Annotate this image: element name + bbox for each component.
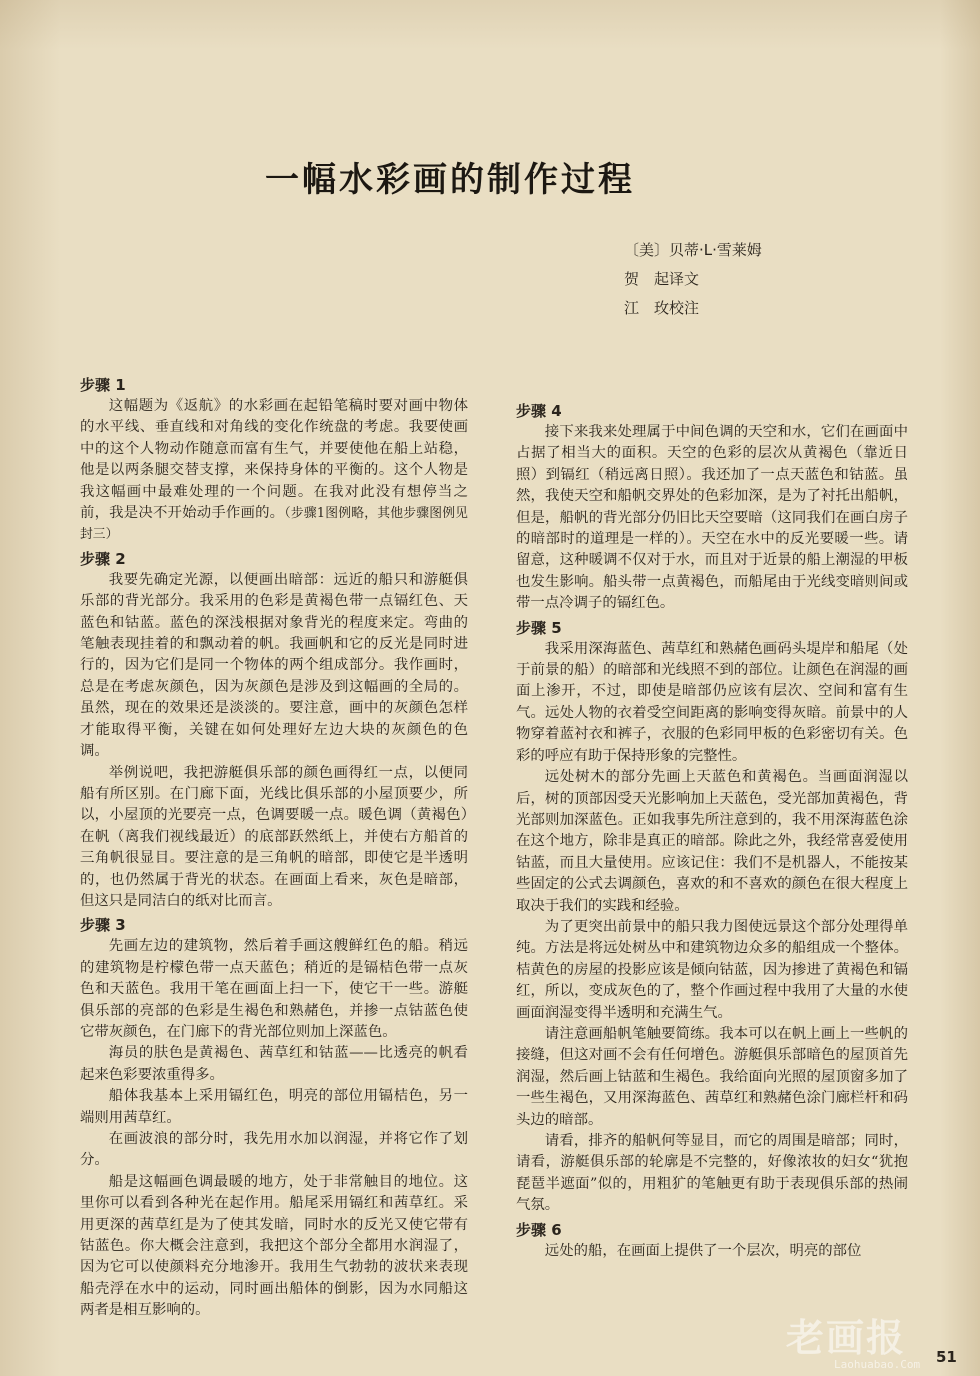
left-column (80, 372, 468, 1322)
step-4-heading: 步骤 4 (516, 402, 562, 420)
byline (624, 236, 762, 323)
watermark-url: Laohuabao.Com (834, 1358, 921, 1371)
step-2-heading: 步骤 2 (80, 549, 126, 568)
step-2-paragraph-1: 我要先确定光源，以便画出暗部：远近的船只和游艇俱乐部的背光部分。我采用的色彩是黄褐色带一点镉红色、天蓝色和钴蓝。蓝色的深浅根据对象背光的程度来定。弯曲的笔触表现挂着的和飘动着的帆。我画帆和它的反光是同时进行的，因为它们是同一个物体的两个组成部分。我作画时，总是在考虑灰颜色，因为灰颜色是涉及到这幅画的全局的。虽然，现在的效果还是淡淡的。要注意，画中的灰颜色怎样才能取得平衡，关键在如何处理好左边大块的灰颜色的色调。 (80, 571, 468, 760)
step-3-paragraph-3: 船体我基本上采用镉红色，明亮的部位用镉桔色，另一端则用茜草红。 (80, 1088, 468, 1126)
proofreader-credit: 江 玫校注 (624, 299, 700, 317)
page-number: 51 (936, 1348, 957, 1366)
step-3-paragraph-2: 海员的肤色是黄褐色、茜草红和钴蓝——比透亮的帆看起来色彩要浓重得多。 (80, 1045, 468, 1083)
step-5-paragraph-5: 请看，排齐的船帆何等显目，而它的周围是暗部；同时，请看，游艇俱乐部的轮廓是不完整的，好像浓妆的妇女“犹抱琵琶半遮面”似的，用粗犷的笔触更有助于表现俱乐部的热闹气氛。 (516, 1133, 908, 1214)
step-1-text: 这幅题为《返航》的水彩画在起铅笔稿时要对画中物体的水平线、垂直线和对角线的变化作统盘的考虑。我要使画中的这个人物动作随意而富有生气，并要使他在船上站稳，他是以两条腿交替支撑，来保持身体的平衡的。这个人物是我这幅画中最难处理的一个问题。在我对此没有想停当之前，我是决不开始动手作画的。 (80, 398, 468, 522)
article-title: 一幅水彩画的制作过程 (265, 160, 635, 200)
step-3-paragraph-4: 在画波浪的部分时，我先用水加以润湿，并将它作了划分。 (80, 1131, 468, 1169)
author-credit: 〔美〕贝蒂·L·雪莱姆 (624, 241, 762, 259)
step-1-heading: 步骤 1 (80, 376, 126, 394)
translator-credit: 贺 起译文 (624, 270, 700, 288)
watermark-logo: 老画报 (786, 1316, 907, 1360)
step-5-heading: 步骤 5 (516, 618, 562, 637)
step-6-heading: 步骤 6 (516, 1220, 562, 1239)
step-2-paragraph-2: 举例说吧，我把游艇俱乐部的颜色画得红一点，以便同船有所区别。在门廊下面，光线比俱乐部的小屋顶要少，所以，小屋顶的光要亮一点，色调要暖一点。暖色调（黄褐色）在帆（离我们视线最近）的底部跃然纸上，并使右方船首的三角帆很显目。要注意的是三角帆的暗部，即使它是半透明的，也仍然属于背光的状态。在画面上看来，灰色是暗部，但这只是同洁白的纸对比而言。 (80, 764, 468, 909)
step-4-paragraph-1: 接下来我来处理属于中间色调的天空和水，它们在画面中占据了相当大的面积。天空的色彩的层次从黄褐色（靠近日照）到镉红（稍远离日照）。我还加了一点天蓝色和钴蓝。虽然，我使天空和船帆交界处的色彩加深，是为了衬托出船帆，但是，船帆的背光部分仍旧比天空要暗（这同我们在画白房子的暗部时的道理是一样的）。天空在水中的反光要暖一些。请留意，这种暖调不仅对于水，而且对于近景的船上潮湿的甲板也发生影响。船头带一点黄褐色，而船尾由于光线变暗则间或带一点冷调子的镉红色。 (516, 424, 908, 612)
right-column (516, 398, 908, 1262)
step-5-paragraph-1: 我采用深海蓝色、茜草红和熟赭色画码头堤岸和船尾（处于前景的船）的暗部和光线照不到的部位。让颜色在润湿的画面上渗开，不过，即使是暗部仍应该有层次、空间和富有生气。远处人物的衣着受空间距离的影响变得灰暗。前景中的人物穿着蓝衬衣和裤子，衣服的色彩同甲板的色彩密切有关。色彩的呼应有助于保持形象的完整性。 (516, 640, 908, 764)
step-1-note: （步骤1图例略，其他步骤图例见封三） (80, 506, 468, 543)
step-6-paragraph-1: 远处的船，在画面上提供了一个层次，明亮的部位 (544, 1242, 862, 1259)
step-5-paragraph-4: 请注意画船帆笔触要简练。我本可以在帆上画上一些帆的接缝，但这对画不会有任何增色。游艇俱乐部暗色的屋顶首先润湿，然后画上钴蓝和生褐色。我给面向光照的屋顶窗多加了一些生褐色，又用深海蓝色、茜草红和熟赭色涂门廊栏杆和码头边的暗部。 (516, 1025, 908, 1128)
step-3-paragraph-1: 先画左边的建筑物，然后着手画这艘鲜红色的船。稍远的建筑物是柠檬色带一点天蓝色；稍近的是镉桔色带一点灰色和天蓝色。我用干笔在画面上扫一下，使它干一些。游艇俱乐部的亮部的色彩是生褐色和熟赭色，并掺一点钴蓝色使它带灰颜色，在门廊下的背光部位则加上深蓝色。 (80, 938, 468, 1040)
step-5-paragraph-2: 远处树木的部分先画上天蓝色和黄褐色。当画面润湿以后，树的顶部因受天光影响加上天蓝色，受光部加黄褐色，背光部则加深蓝色。正如我事先所注意到的，我不用深海蓝色涂在这个地方，除非是真正的暗部。除此之外，我经常喜爱使用钴蓝，而且大量使用。应该记住：我们不是机器人，不能按某些固定的公式去调颜色，喜欢的和不喜欢的颜色在很大程度上取决于我们的实践和经验。 (516, 769, 908, 914)
step-3-paragraph-5: 船是这幅画色调最暖的地方，处于非常触目的地位。这里你可以看到各种光在起作用。船尾采用镉红和茜草红。采用更深的茜草红是为了使其发暗，同时水的反光又使它带有钴蓝色。你大概会注意到，我把这个部分全都用水润湿了，因为它可以使颜料充分地渗开。我用生气勃勃的波状来表现船壳浮在水中的运动，同时画出船体的倒影，因为水同船这两者是相互影响的。 (80, 1173, 468, 1319)
step-1-paragraph (80, 396, 468, 546)
step-3-heading: 步骤 3 (80, 916, 126, 935)
step-5-paragraph-3: 为了更突出前景中的船只我力图使远景这个部分处理得单纯。方法是将远处树丛中和建筑物边众多的船组成一个整体。桔黄色的房屋的投影应该是倾向钴蓝，因为掺进了黄褐色和镉红，所以，变成灰色的了，整个作画过程中我用了大量的水使画面润湿变得半透明和充满生气。 (516, 918, 908, 1021)
